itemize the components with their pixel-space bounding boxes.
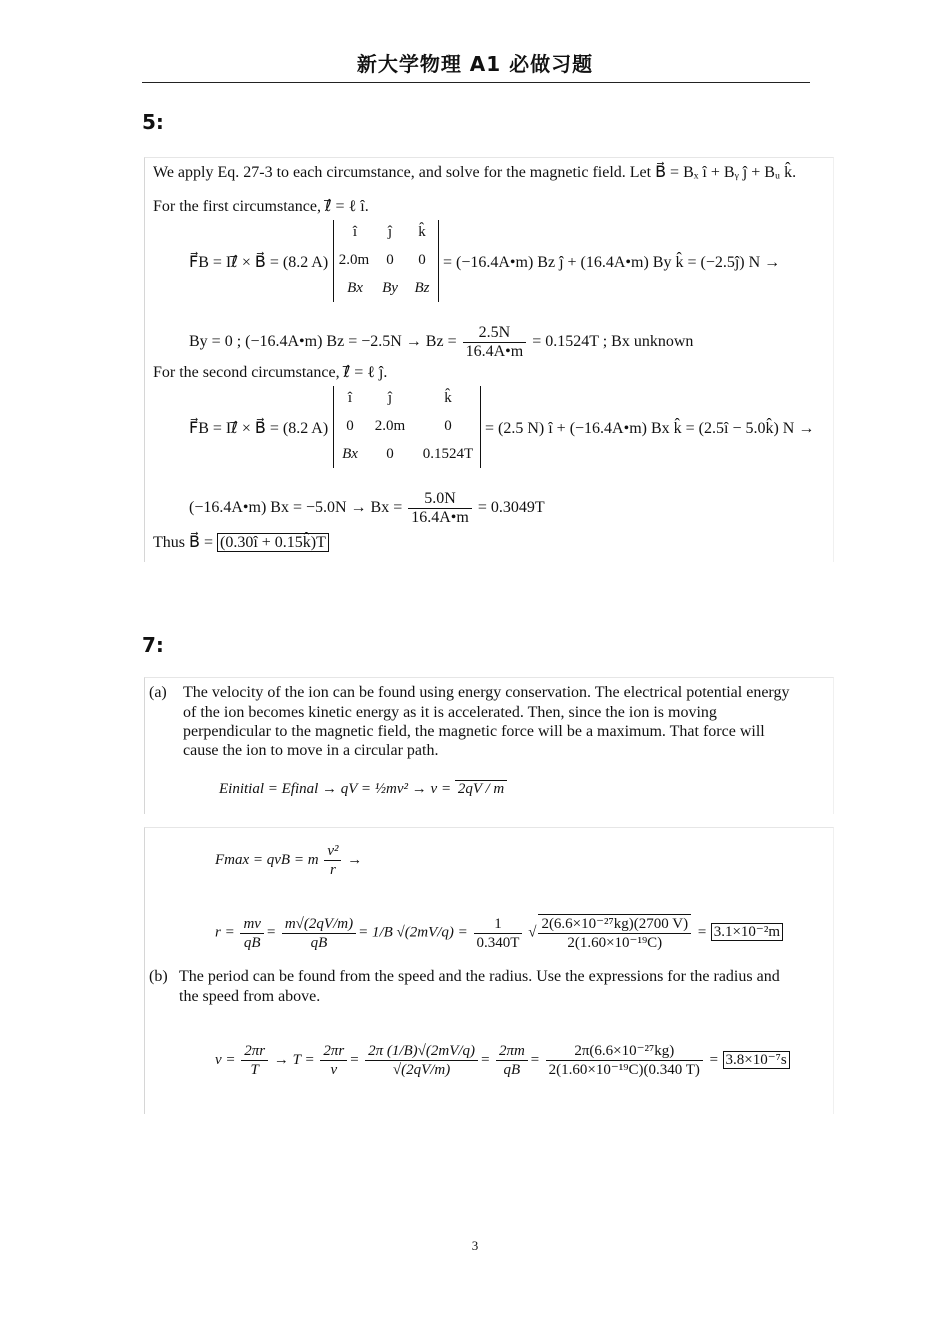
fraction-denominator: qB <box>503 1062 521 1078</box>
eq-period: v = $\frac{2\pi r}{T}$ → T = $\frac{2\pi r}{v}$ = $\frac{2\pi (1/B)√(2mV/q)}{√(2qV/m)}$ = $\frac{2\pi m}{qB}$ = $\frac{\text{2π(6.6×10⁻²⁷kg)}}{\text{2(1.60×10⁻¹⁹C)(0.340 T)}}$ = 3.8×10⁻⁷s <box>215 1042 790 1079</box>
fraction-denominator: 2(1.60×10⁻¹⁹C) <box>567 935 663 951</box>
energy-eq-sqrt: 2qV / m <box>455 780 507 797</box>
fraction <box>241 1042 268 1079</box>
eq-solve-bx <box>189 490 545 527</box>
fraction-denominator: T <box>250 1062 259 1078</box>
fraction-numerator: 5.0N <box>408 490 472 509</box>
part-a-line: The velocity of the ion can be found using energy conservation. The electrical potential energy <box>183 684 790 701</box>
fraction-numerator: 2.5N <box>463 324 527 343</box>
det-cell: 0 <box>386 252 394 268</box>
radius-text: r = <box>215 924 235 941</box>
fraction <box>474 915 523 952</box>
determinant-first <box>333 220 439 302</box>
det-cell: Bz <box>414 280 430 296</box>
page-number: 3 <box>471 1238 479 1253</box>
header-divider <box>142 82 810 83</box>
part-a-line: of the ion becomes kinetic energy as it is accelerated. Then, since the ion is moving <box>183 704 717 721</box>
fraction <box>538 914 691 952</box>
fraction-denominator: v <box>330 1062 338 1078</box>
det-cell: 0 <box>418 252 426 268</box>
fraction-denominator: 16.4A•m <box>465 343 524 360</box>
eq-force-second-left: F⃗B = Iℓ⃗ × B⃗ = (8.2 A) <box>189 420 329 437</box>
det-cell: ĵ <box>387 390 393 406</box>
fraction-denominator: 2(1.60×10⁻¹⁹C)(0.340 T) <box>548 1062 700 1078</box>
eq-force-first-left: F⃗B = Iℓ⃗ × B⃗ = (8.2 A) <box>189 254 329 271</box>
part-b-line: the speed from above. <box>179 988 321 1005</box>
fraction <box>324 842 341 879</box>
page-title: 新大学物理 A1 必做习题 <box>356 52 594 76</box>
fraction-numerator: m√(2qV/m) <box>282 915 356 934</box>
fraction-denominator: 16.4A•m <box>411 509 469 526</box>
det-cell: 0.1524T <box>422 446 474 462</box>
part-a-line: cause the ion to move in a circular path. <box>183 742 439 759</box>
fraction-numerator: mv <box>240 915 264 934</box>
final-result-prefix: Thus B⃗ = <box>153 534 213 551</box>
det-cell: 0 <box>386 446 394 462</box>
det-cell: k̂ <box>418 224 426 240</box>
radius-simplified: 1/B √(2mV/q) <box>371 924 454 941</box>
fraction <box>365 1042 478 1079</box>
fraction <box>282 915 356 952</box>
eq-fmax <box>215 842 362 879</box>
fraction-numerator: 2πr <box>320 1042 347 1061</box>
fraction-denominator: r <box>329 862 336 878</box>
eq-force-first-right: = (−16.4A•m) Bz ĵ + (16.4A•m) By k̂ = (−2.5ĵ) N → <box>443 254 781 271</box>
eq-solve-bx-text: (−16.4A•m) Bx = −5.0N → Bx = <box>189 499 403 517</box>
fraction <box>546 1042 703 1079</box>
final-result-boxed: (0.30î + 0.15k̂)T <box>217 533 329 552</box>
problem-7-label: 7: <box>142 633 164 657</box>
fraction-denominator: qB <box>310 934 328 951</box>
problem-5-intro: We apply Eq. 27-3 to each circumstance, and solve for the magnetic field. Let B⃗ = Bₓ î + Bᵧ ĵ + Bᵤ k̂. <box>153 164 797 181</box>
part-a-tag: (a) <box>149 684 167 701</box>
det-cell: 0 <box>444 418 452 434</box>
fraction-numerator: 2πm <box>496 1042 528 1061</box>
determinant-second <box>333 386 481 468</box>
fraction-numerator: 2πr <box>241 1042 268 1061</box>
eq-solve-bz-result: = 0.1524T ; Bx unknown <box>532 333 694 351</box>
fraction <box>408 490 472 527</box>
radius-result-boxed: 3.1×10⁻²m <box>711 923 783 941</box>
fmax-arrow: → <box>347 851 363 868</box>
fraction-denominator: 0.340T <box>476 934 520 951</box>
part-b-tag: (b) <box>149 968 168 985</box>
problem-7b-panel <box>144 827 834 1114</box>
period-result-boxed: 3.8×10⁻⁷s <box>723 1051 790 1069</box>
fraction <box>320 1042 347 1079</box>
det-cell: ĵ <box>387 224 393 240</box>
fraction-denominator: √(2qV/m) <box>392 1062 451 1078</box>
problem-5-final-result <box>153 534 329 552</box>
problem-5-solution-panel <box>144 157 834 562</box>
det-cell: Bx <box>347 280 363 296</box>
eq-radius: r = $\frac{mv}{qB}$ = $\frac{m√(2qV/m)}{qB}$ = 1/B √(2mV/q) = $\frac{1}{0.340T}$ √ $\frac{\text{2(6.6×10⁻²⁷kg)(2700 V)}}{\text{2(1.60×10⁻¹⁹C)}}$ = 3.1×10⁻²m <box>215 914 783 952</box>
problem-5-second-circumstance: For the second circumstance, ℓ⃗ = ℓ ĵ. <box>153 364 388 381</box>
problem-5-label: 5: <box>142 110 164 134</box>
fraction <box>463 324 527 361</box>
part-a-line: perpendicular to the magnetic field, the magnetic force will be a maximum. That force will <box>183 723 765 740</box>
eq-solve-bx-result: = 0.3049T <box>477 499 545 517</box>
fmax-text: Fmax = qvB = m <box>215 851 319 868</box>
det-cell: Bx <box>342 446 358 462</box>
problem-5-first-circumstance: For the first circumstance, ℓ⃗ = ℓ î. <box>153 198 369 215</box>
det-cell: 2.0m <box>338 252 370 268</box>
fraction <box>240 915 264 952</box>
det-cell: î <box>352 224 358 240</box>
eq-solve-bz <box>189 324 693 361</box>
period-v: v = <box>215 1051 236 1068</box>
det-cell: î <box>347 390 353 406</box>
eq-solve-bz-text: By = 0 ; (−16.4A•m) Bz = −2.5N → Bz = <box>189 333 457 351</box>
det-cell: By <box>382 280 398 296</box>
part-b-line: The period can be found from the speed and the radius. Use the expressions for the radius and <box>179 968 780 985</box>
eq-energy-conservation <box>219 780 507 798</box>
det-cell: 2.0m <box>374 418 406 434</box>
fraction <box>496 1042 528 1079</box>
fraction-numerator: 2π (1/B)√(2mV/q) <box>365 1042 478 1061</box>
det-cell: 0 <box>346 418 354 434</box>
fraction-numerator: 2π(6.6×10⁻²⁷kg) <box>546 1042 703 1061</box>
period-arrow: → T = <box>273 1051 315 1068</box>
fraction-denominator: qB <box>243 934 261 951</box>
det-cell: k̂ <box>444 390 452 406</box>
energy-eq-text: Einitial = Efinal → qV = ½mv² → v = <box>219 781 452 797</box>
fraction-numerator: 1 <box>474 915 523 934</box>
eq-force-second-right: = (2.5 N) î + (−16.4A•m) Bx k̂ = (2.5î − 5.0k̂) N → <box>485 420 815 437</box>
fraction-numerator: v² <box>324 842 341 861</box>
fraction-numerator: 2(6.6×10⁻²⁷kg)(2700 V) <box>538 915 691 934</box>
problem-7a-panel <box>144 677 834 814</box>
